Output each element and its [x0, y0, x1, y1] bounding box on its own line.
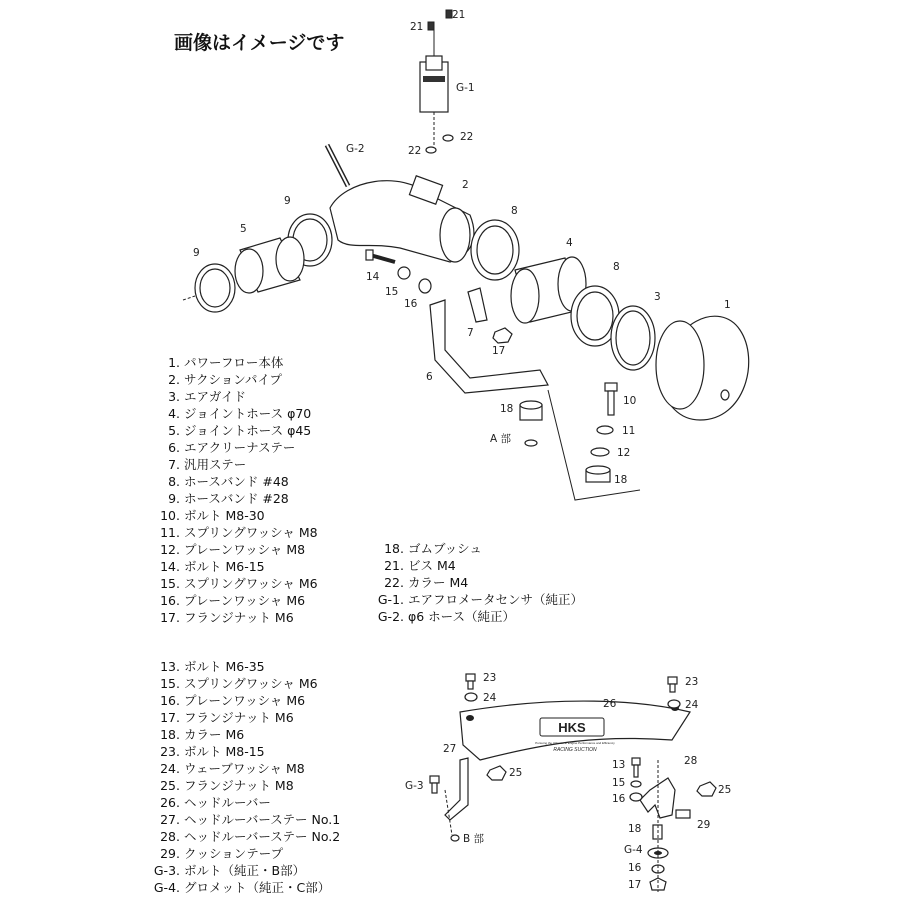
part-name: エアフロメータセンサ（純正） [408, 592, 584, 607]
callout-a-part: A 部 [490, 433, 512, 445]
part-number: 27. [160, 812, 180, 827]
callout-16-b: 16 [612, 793, 626, 805]
spring-washer-11 [597, 426, 613, 434]
part-number: 23. [160, 744, 180, 759]
callout-22: 22 [460, 131, 474, 143]
part-row [150, 439, 318, 456]
callout-g1: G-1 [456, 82, 475, 94]
part-row [150, 692, 340, 709]
hose-band-9-left [183, 264, 235, 312]
part-name: ヘッドルーバーステー No.1 [184, 812, 341, 827]
bolt-14 [366, 250, 395, 262]
part-row [150, 609, 318, 626]
plain-washer-16-b [630, 793, 642, 801]
wave-washer-24-right [668, 700, 680, 708]
callout-g2: G-2 [346, 143, 365, 155]
part-name: プレーンワッシャ M8 [184, 542, 306, 557]
part-number: 22. [384, 575, 404, 590]
part-number: 14. [160, 559, 180, 574]
part-number: 24. [160, 761, 180, 776]
callout-b-part: B 部 [463, 833, 485, 845]
callout-21: 21 [452, 9, 466, 21]
part-row [150, 558, 318, 575]
part-row [150, 675, 340, 692]
part-name: フランジナット M6 [184, 610, 294, 625]
part-name: ボルト M6-35 [184, 659, 265, 674]
part-number: 25. [160, 778, 180, 793]
part-name: フランジナット M8 [184, 778, 294, 793]
louver-tagline: Pursuing the Ultimate in Engine Performance and Efficiency [535, 741, 615, 745]
flange-nut-17-c [650, 878, 666, 890]
callout-16: 16 [404, 298, 418, 310]
part-name: エアガイド [184, 389, 247, 404]
part-name: ヘッドルーバー [184, 795, 271, 810]
callout-6: 6 [426, 371, 433, 383]
callout-1: 1 [724, 299, 731, 311]
part-name: クッションテープ [184, 846, 284, 861]
part-name: ビス M4 [408, 558, 456, 573]
part-row [150, 862, 340, 879]
part-number: 18. [160, 727, 180, 742]
callout-10: 10 [623, 395, 637, 407]
callout-17-c: 17 [628, 879, 642, 891]
part-number: G-4. [153, 880, 180, 895]
part-number: 1. [168, 355, 180, 370]
part-number: 15. [160, 576, 180, 591]
callout-24-right: 24 [685, 699, 699, 711]
part-name: ジョイントホース φ70 [184, 406, 312, 421]
callout-16-c: 16 [628, 862, 642, 874]
bolt-g3 [430, 776, 439, 793]
flange-nut-25-left [487, 766, 506, 780]
part-row [150, 388, 318, 405]
parts-list-extra [352, 540, 583, 625]
joint-hose-5 [235, 237, 304, 293]
callout-9-right: 9 [284, 195, 291, 207]
part-number: G-1. [377, 592, 404, 607]
part-row [150, 405, 318, 422]
part-number: G-3. [153, 863, 180, 878]
part-name: サクションパイプ [184, 372, 283, 387]
part-row [150, 879, 340, 896]
part-name: ゴムブッシュ [408, 541, 482, 556]
callout-26: 26 [603, 698, 617, 710]
part-number: 28. [160, 829, 180, 844]
collar-22 [426, 135, 453, 153]
part-row [150, 473, 318, 490]
part-name: スプリングワッシャ M8 [184, 525, 318, 540]
callout-25-left: 25 [509, 767, 523, 779]
part-name: ヘッドルーバーステー No.2 [184, 829, 341, 844]
part-row [150, 845, 340, 862]
part-name: ジョイントホース φ45 [184, 423, 312, 438]
part-name: 汎用ステー [184, 457, 247, 472]
part-number: 18. [384, 541, 404, 556]
callout-3: 3 [654, 291, 661, 303]
callout-25-right: 25 [718, 784, 732, 796]
callout-22b: 22 [408, 145, 422, 157]
part-number: 7. [168, 457, 180, 472]
screw-21 [428, 10, 452, 30]
callout-18-b: 18 [614, 474, 628, 486]
wave-washer-24-left [465, 693, 477, 701]
callout-15: 15 [385, 286, 399, 298]
part-row [150, 456, 318, 473]
part-row [352, 591, 583, 608]
part-row [150, 592, 318, 609]
part-row [150, 726, 340, 743]
callout-18-c: 18 [628, 823, 642, 835]
part-row [150, 658, 340, 675]
part-name: ホースバンド #48 [184, 474, 289, 489]
callout-7: 7 [467, 327, 474, 339]
part-name: ボルト M8-30 [184, 508, 265, 523]
suction-pipe [330, 176, 474, 262]
part-row [352, 574, 583, 591]
part-name: グロメット（純正・C部） [184, 880, 331, 895]
power-flow-body [656, 316, 749, 420]
air-guide [611, 306, 655, 370]
part-name: ボルト M8-15 [184, 744, 265, 759]
callout-15-b: 15 [612, 777, 626, 789]
callout-4: 4 [566, 237, 573, 249]
part-number: 26. [160, 795, 180, 810]
callout-23-right: 23 [685, 676, 699, 688]
head-louver [460, 701, 690, 760]
part-number: 17. [160, 610, 180, 625]
callout-11: 11 [622, 425, 636, 437]
part-name: カラー M4 [408, 575, 469, 590]
general-stay [468, 288, 487, 322]
part-row [150, 490, 318, 507]
part-number: 4. [168, 406, 180, 421]
callout-23-left: 23 [483, 672, 497, 684]
part-name: プレーンワッシャ M6 [184, 593, 306, 608]
flange-nut-17 [493, 328, 512, 343]
cushion-tape-29 [676, 810, 690, 818]
hose-band-8-left [471, 220, 519, 280]
part-number: 13. [160, 659, 180, 674]
callout-21b: 21 [410, 21, 424, 33]
part-name: パワーフロー本体 [184, 355, 284, 370]
parts-list-main [150, 354, 318, 626]
callout-12: 12 [617, 447, 631, 459]
louver-logo: HKS [558, 720, 586, 735]
part-row [150, 371, 318, 388]
part-number: 29. [160, 846, 180, 861]
part-row [150, 524, 318, 541]
part-name: カラー M6 [184, 727, 245, 742]
louver-name: RACING SUCTION [553, 747, 597, 753]
part-number: 12. [160, 542, 180, 557]
callout-2: 2 [462, 179, 469, 191]
part-number: 3. [168, 389, 180, 404]
part-number: 5. [168, 423, 180, 438]
plain-washer-12 [591, 448, 609, 456]
b-part-hole [451, 835, 459, 841]
part-name: ボルト（純正・B部） [184, 863, 306, 878]
part-row [352, 540, 583, 557]
part-row [150, 422, 318, 439]
part-row [150, 541, 318, 558]
rubber-bushing-18 [520, 401, 542, 446]
part-row [150, 777, 340, 794]
bolt-13 [632, 758, 640, 777]
part-row [150, 828, 340, 845]
part-number: 15. [160, 676, 180, 691]
callout-g3: G-3 [405, 780, 424, 792]
washer-15 [398, 267, 410, 279]
callout-8-left: 8 [511, 205, 518, 217]
part-number: 10. [160, 508, 180, 523]
callout-8-right: 8 [613, 261, 620, 273]
callout-14: 14 [366, 271, 380, 283]
part-number: G-2. [377, 609, 404, 624]
bolt-23-left [466, 674, 475, 689]
part-row [150, 575, 318, 592]
callout-18-a: 18 [500, 403, 514, 415]
part-number: 11. [160, 525, 180, 540]
part-row [150, 743, 340, 760]
bolt-23-right [668, 677, 677, 692]
callout-9-left: 9 [193, 247, 200, 259]
part-number: 16. [160, 593, 180, 608]
part-name: ホースバンド #28 [184, 491, 289, 506]
callout-g4: G-4 [624, 844, 643, 856]
callout-28: 28 [684, 755, 698, 767]
parts-list-louver [150, 658, 340, 896]
part-name: φ6 ホース（純正） [408, 609, 516, 624]
part-row [352, 608, 583, 625]
part-row [150, 794, 340, 811]
part-row [150, 760, 340, 777]
part-name: エアクリーナステー [184, 440, 296, 455]
part-number: 8. [168, 474, 180, 489]
part-number: 6. [168, 440, 180, 455]
part-name: ウェーブワッシャ M8 [184, 761, 305, 776]
callout-13: 13 [612, 759, 626, 771]
callout-29: 29 [697, 819, 711, 831]
part-number: 9. [168, 491, 180, 506]
part-row [150, 709, 340, 726]
part-row [150, 507, 318, 524]
part-name: プレーンワッシャ M6 [184, 693, 306, 708]
callout-17: 17 [492, 345, 506, 357]
bushing-18-b [586, 466, 610, 482]
part-number: 17. [160, 710, 180, 725]
part-row [150, 354, 318, 371]
page-title: 画像はイメージです [174, 32, 345, 54]
callout-27: 27 [443, 743, 457, 755]
washer-16 [419, 279, 431, 293]
part-number: 16. [160, 693, 180, 708]
part-number: 2. [168, 372, 180, 387]
callout-24-left: 24 [483, 692, 497, 704]
callout-5: 5 [240, 223, 247, 235]
spring-washer-15-b [631, 781, 641, 787]
part-name: スプリングワッシャ M6 [184, 576, 318, 591]
part-name: ボルト M6-15 [184, 559, 265, 574]
part-name: スプリングワッシャ M6 [184, 676, 318, 691]
hose-g2 [327, 145, 348, 186]
part-row [150, 811, 340, 828]
part-row [352, 557, 583, 574]
part-name: フランジナット M6 [184, 710, 294, 725]
flange-nut-25-right [697, 782, 716, 796]
bolt-10 [605, 383, 617, 415]
airflow-sensor [420, 22, 448, 145]
part-number: 21. [384, 558, 404, 573]
